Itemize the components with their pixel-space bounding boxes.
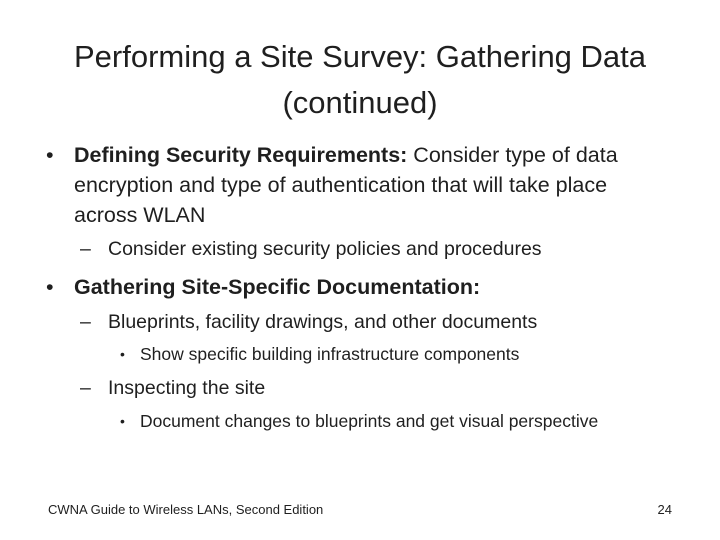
sub-sub-bullet-document-changes (120, 409, 660, 434)
sub-bullet-text: Consider existing security policies and procedures (108, 238, 542, 260)
bullet-heading: Gathering Site-Specific Documentation: (74, 275, 481, 299)
bullet-text (74, 140, 666, 230)
bullet-marker: • (46, 275, 54, 299)
bullet-security-requirements (46, 140, 666, 230)
sub-bullet-text: Blueprints, facility drawings, and other documents (108, 311, 538, 333)
small-bullet-marker: • (120, 413, 125, 429)
sub-bullet-text: Inspecting the site (108, 377, 266, 399)
sub-bullet-blueprints (80, 309, 680, 335)
sub-bullet-security-policies (80, 236, 680, 262)
dash-marker: – (80, 311, 91, 333)
sub-sub-bullet-text: Document changes to blueprints and get visual perspective (140, 411, 599, 431)
dash-marker: – (80, 377, 91, 399)
bullet-body: Consider type of data encryption and type of authentication that will take place across WLAN (74, 143, 618, 227)
bullet-site-documentation (46, 272, 666, 302)
sub-bullet-inspecting-site (80, 375, 680, 401)
slide-title: Performing a Site Survey: Gathering Data (continued) (73, 39, 647, 120)
small-bullet-marker: • (120, 346, 125, 362)
footer-source: CWNA Guide to Wireless LANs, Second Edition (48, 502, 324, 517)
bullet-heading: Defining Security Requirements: (74, 143, 408, 167)
sub-sub-bullet-text: Show specific building infrastructure components (140, 344, 520, 364)
page-number: 24 (657, 502, 672, 517)
dash-marker: – (80, 238, 91, 260)
bullet-text (74, 272, 666, 302)
sub-sub-bullet-infrastructure (120, 342, 660, 367)
bullet-marker: • (46, 143, 54, 167)
